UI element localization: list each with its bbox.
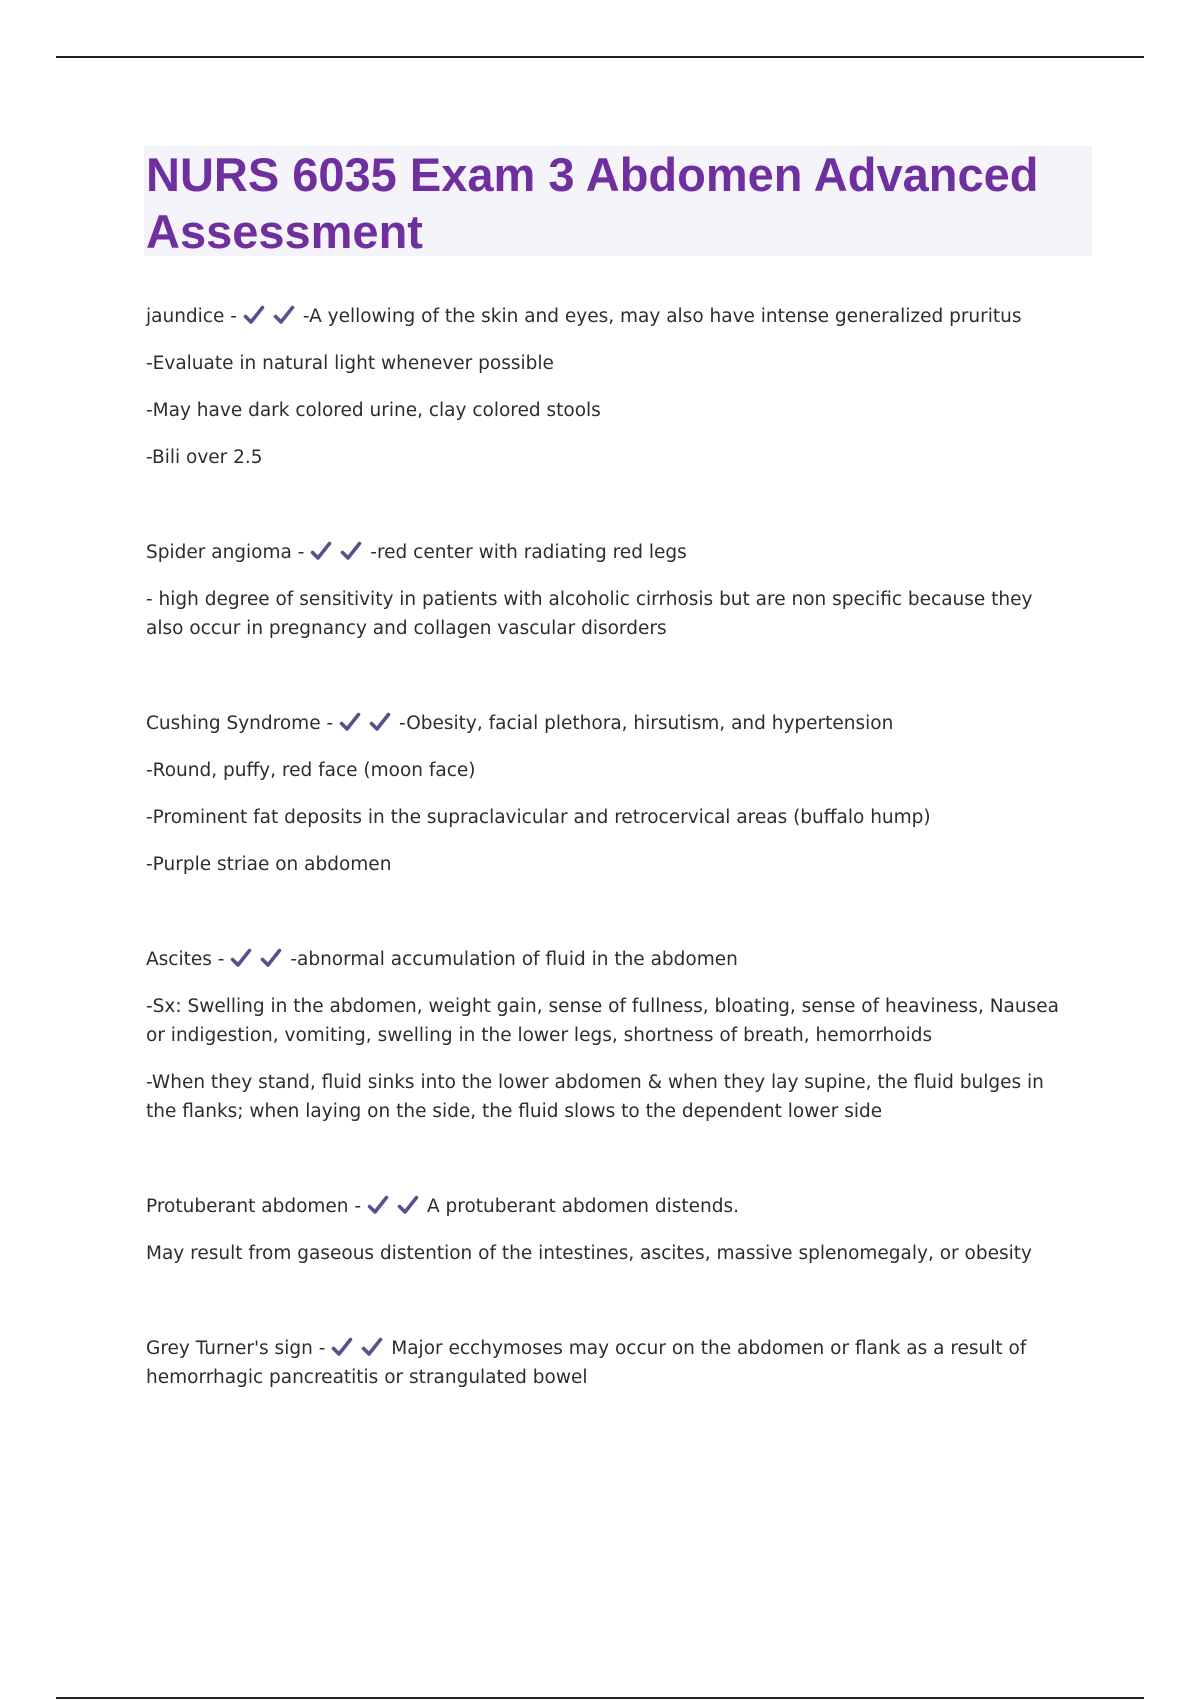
entry-heading-line <box>146 302 1066 331</box>
entry-definition: A protuberant abdomen distends. <box>426 1196 739 1217</box>
checkmark-icon <box>339 711 361 733</box>
entry-detail-line: -Prominent fat deposits in the supraclavicular and retrocervical areas (buffalo hump) <box>146 807 931 828</box>
entry-definition: -A yellowing of the skin and eyes, may also have intense generalized pruritus <box>302 306 1022 327</box>
entry-term: Spider angioma - <box>146 542 310 563</box>
entry-heading-line <box>146 1334 1066 1392</box>
entry-definition: -Obesity, facial plethora, hirsutism, and hypertension <box>399 713 894 734</box>
entry-detail-line: -May have dark colored urine, clay colored stools <box>146 400 601 421</box>
checkmark-icon <box>230 947 252 969</box>
checkmark-icon <box>273 304 295 326</box>
entry-heading-line <box>146 538 1066 567</box>
document-title: NURS 6035 Exam 3 Abdomen Advanced Assessment <box>146 148 1039 258</box>
checkmark-icon <box>243 304 265 326</box>
flashcard-entry <box>146 709 1066 879</box>
entry-detail-line: - high degree of sensitivity in patients with alcoholic cirrhosis but are non specific because they also occur in pregnancy and collagen vascular disorders <box>146 589 1033 639</box>
flashcard-entry <box>146 538 1066 643</box>
entry-detail-line: -Purple striae on abdomen <box>146 854 392 875</box>
entry-heading-line <box>146 709 1066 738</box>
entry-definition: Major ecchymoses may occur on the abdomen or flank as a result of hemorrhagic pancreatitis or strangulated bowel <box>146 1338 1027 1388</box>
flashcard-entry <box>146 302 1066 472</box>
entry-detail-line: -When they stand, fluid sinks into the lower abdomen & when they lay supine, the fluid bulges in the flanks; when laying on the side, the fluid slows to the dependent lower side <box>146 1072 1044 1122</box>
entry-term: Grey Turner's sign - <box>146 1338 331 1359</box>
checkmark-icon <box>260 947 282 969</box>
flashcard-entry <box>146 1192 1066 1268</box>
entry-detail-line: -Bili over 2.5 <box>146 447 263 468</box>
checkmark-icon <box>331 1336 353 1358</box>
checkmark-icon <box>367 1194 389 1216</box>
flashcard-list <box>146 302 1066 1458</box>
entry-detail-line: -Evaluate in natural light whenever possible <box>146 353 554 374</box>
checkmark-icon <box>340 540 362 562</box>
checkmark-icon <box>397 1194 419 1216</box>
checkmark-icon <box>310 540 332 562</box>
entry-term: Cushing Syndrome - <box>146 713 339 734</box>
flashcard-entry <box>146 1334 1066 1392</box>
entry-heading-line <box>146 1192 1066 1221</box>
entry-detail-line: -Sx: Swelling in the abdomen, weight gain, sense of fullness, bloating, sense of heaviness, Nausea or indigestion, vomiting, swelling in the lower legs, shortness of breath, hemorrhoids <box>146 996 1059 1046</box>
checkmark-icon <box>369 711 391 733</box>
flashcard-entry <box>146 945 1066 1126</box>
bottom-rule <box>56 1697 1144 1699</box>
entry-term: Ascites - <box>146 949 230 970</box>
checkmark-icon <box>361 1336 383 1358</box>
entry-heading-line <box>146 945 1066 974</box>
entry-detail-line: May result from gaseous distention of the intestines, ascites, massive splenomegaly, or obesity <box>146 1243 1032 1264</box>
top-rule <box>56 56 1144 58</box>
entry-term: jaundice - <box>146 306 243 327</box>
entry-definition: -abnormal accumulation of fluid in the abdomen <box>290 949 738 970</box>
entry-term: Protuberant abdomen - <box>146 1196 367 1217</box>
entry-definition: -red center with radiating red legs <box>370 542 687 563</box>
title-banner <box>144 146 1092 256</box>
entry-detail-line: -Round, puffy, red face (moon face) <box>146 760 476 781</box>
